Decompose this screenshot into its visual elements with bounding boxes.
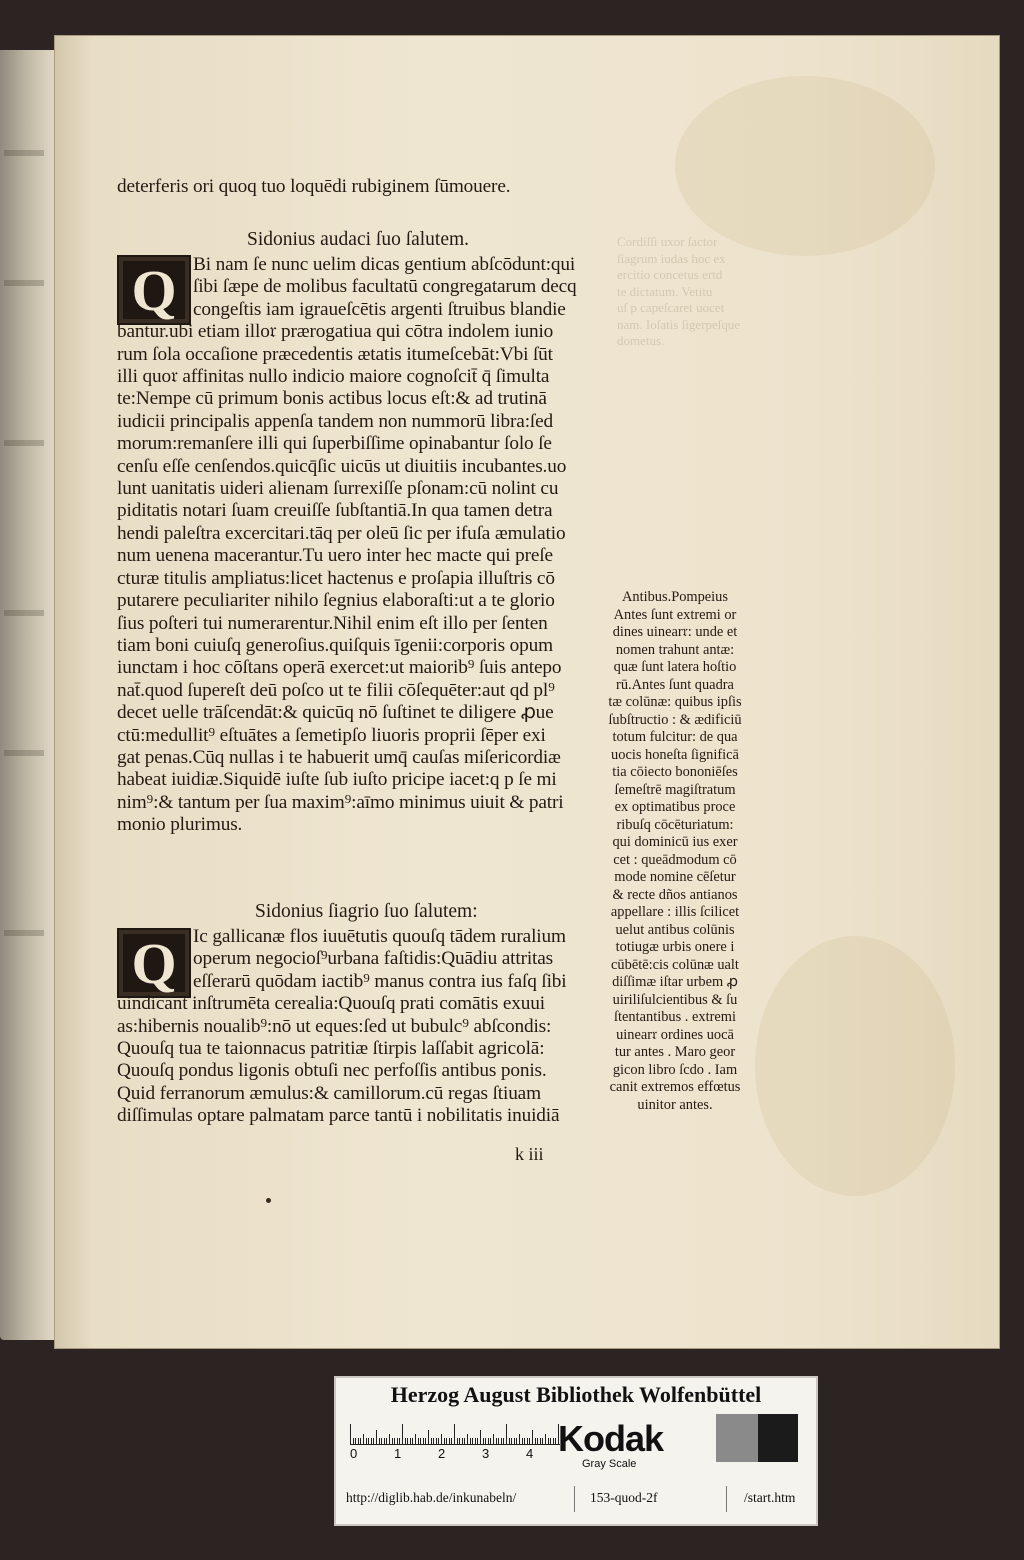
text-line: Ic gallicanæ flos iuuētutis quouſq tādem ruralium <box>193 926 566 947</box>
ruler-tick <box>397 1438 398 1444</box>
ruler-tick <box>394 1438 395 1444</box>
ruler-tick <box>529 1438 530 1444</box>
ruler-tick <box>462 1438 463 1444</box>
black-swatch <box>758 1414 798 1462</box>
note-line: uinitor antes. <box>637 1096 713 1113</box>
ruler-tick <box>407 1438 408 1444</box>
color-target-card <box>334 1376 818 1526</box>
note-line: appellare : illis ſcilicet <box>610 904 740 920</box>
text-line: monio plurimus. <box>117 814 243 836</box>
note-line: qui dominicū ius exer <box>612 834 738 850</box>
text-line: eſſerarū quōdam iactib⁹ manus contra ius faſq ſibi <box>193 970 567 992</box>
ruler-number: 1 <box>394 1446 402 1461</box>
ruler-tick <box>545 1434 546 1444</box>
ruler-tick <box>441 1434 442 1444</box>
text-line: te:Nempe cū primum bonis actibus locus eſt:& ad trutinā <box>117 388 547 410</box>
note-line: uocis honeſta ſignificā <box>611 746 739 763</box>
text-line: as:hibernis noualib⁹:nō ut eques:ſed ut bubulc⁹ abſcondis: <box>117 1015 552 1037</box>
text-line: lunt uanitatis uideri alienam ſurrexiſſe pſonam:cū nolint cu <box>117 478 559 500</box>
ruler-tick <box>381 1438 382 1444</box>
text-line: iunctam i hoc cōſtans operā exercet:ut maiorib⁹ ſuis antepo <box>117 657 562 679</box>
ruler-number: 3 <box>482 1446 490 1461</box>
ruler-tick <box>405 1438 406 1444</box>
signature-mark: k iii <box>515 1144 544 1164</box>
text-line: cenſu eſſe cenſendos.quicq̄ſic uicūs ut diuitiis incubantes.uo <box>117 455 567 477</box>
ruler-tick <box>475 1438 476 1444</box>
library-title: Herzog August Bibliothek Wolfenbüttel <box>390 1382 762 1407</box>
ruler-tick <box>532 1430 533 1444</box>
ruler-tick <box>399 1438 400 1444</box>
ruler-tick <box>436 1438 437 1444</box>
ruler-tick <box>477 1438 478 1444</box>
ruler-number: 4 <box>526 1446 534 1461</box>
gray-scale-label: Gray Scale <box>582 1458 637 1470</box>
show-through-text: Cordiſſi uxor ſactor ſiagrum iudas hoc ex ercitio concetus ertd te dictatum. Vetitu uſ p capeſcaret uocet nam. Ioſatis ſigerpeſque dometus. <box>617 234 741 348</box>
note-line: gicon libro ſcdo . Iam <box>612 1061 738 1078</box>
ruler-tick <box>553 1438 554 1444</box>
note-line: totum fulcitur: de qua <box>612 729 738 745</box>
ruler-tick <box>415 1434 416 1444</box>
text-line: Quouſq tua te taionnacus patritiæ ſtirpis laſſabit agricolā: <box>117 1038 545 1060</box>
ink-spot <box>266 1198 271 1203</box>
text-line: operum negocioſ⁹urbana faſtidis:Quādiu attritas <box>193 948 554 970</box>
ruler-tick <box>459 1438 460 1444</box>
ruler-tick <box>449 1438 450 1444</box>
text-line: nim⁹:& tantum per ſua maxim⁹:aīmo minimus uiuit & patri <box>117 791 564 813</box>
ruler-tick <box>389 1434 390 1444</box>
letter-heading-audax: Sidonius audaci ſuo ſalutem. <box>247 229 470 250</box>
text-line: Bi nam ſe nunc uelim dicas gentium abſcōdunt:qui <box>193 254 576 275</box>
note-line: ſtentantibus . extremi <box>614 1009 736 1025</box>
ruler-tick <box>376 1430 377 1444</box>
ruler-tick <box>485 1438 486 1444</box>
ruler-tick <box>540 1438 541 1444</box>
note-line: uiriliſulcientibus & ſu <box>612 991 738 1008</box>
ruler-tick <box>470 1438 471 1444</box>
ruler-tick <box>373 1438 374 1444</box>
ruler-tick <box>522 1438 523 1444</box>
text-line: diſſimulas optare palmatam parce tantū i nobilitatis inuidiā <box>117 1105 560 1127</box>
ruler-tick <box>425 1438 426 1444</box>
note-line: mode nomine cēſetur <box>614 869 736 885</box>
note-line: ſemeſtrē magiſtratum <box>614 781 736 798</box>
text-line: Quid ferranorum æmulus:& camillorum.cū regas ſtiuam <box>117 1082 541 1104</box>
ruler-tick <box>511 1438 512 1444</box>
url-middle: 153-quod-2f <box>590 1490 658 1505</box>
kodak-logo: Kodak <box>558 1418 664 1459</box>
note-line: ſubſtructio : & ædificiū <box>608 711 742 728</box>
note-line: & recte dños antianos <box>612 886 738 903</box>
ruler-tick <box>483 1438 484 1444</box>
note-line: rū.Antes ſunt quadra <box>616 676 734 693</box>
note-line: nomen trahunt antæ: <box>615 641 735 658</box>
ruler-tick <box>555 1438 556 1444</box>
text-line: piditatis notari ſuam creuiſſe ſubſtantiā.In qua tamen detra <box>117 500 553 522</box>
ruler-tick <box>550 1438 551 1444</box>
text-line: illi quo𝔯 affinitas nullo indicio maiore cognoſcit̄ q̄ ſimulta <box>117 366 550 388</box>
ruler-tick <box>423 1438 424 1444</box>
note-line: uelut antibus colūnis <box>615 921 735 938</box>
gray-swatch <box>716 1414 758 1462</box>
note-line: uinear𝔯 ordines uocā <box>616 1026 734 1043</box>
ruler-tick <box>371 1438 372 1444</box>
closing-line: deterferis ori quoq tuo loquēdi rubiginem ſūmouere. <box>117 176 511 197</box>
note-line: quæ ſunt latera hoſtio <box>613 659 737 675</box>
ruler-tick <box>496 1438 497 1444</box>
letter-heading-siagrius: Sidonius ſiagrio ſuo ſalutem: <box>255 901 478 922</box>
ruler-tick <box>438 1438 439 1444</box>
ruler-tick <box>402 1424 403 1444</box>
ruler-tick <box>537 1438 538 1444</box>
text-line: gat penas.Cūq nullas i te habuerit umq̄ cauſas miſericordiæ <box>117 746 561 768</box>
text-line: morum:remanſere illi qui ſuperbiſſime opinabantur ſolo ſe <box>117 433 552 455</box>
text-line: habeat iuidiæ.Siquidē iuſte ſub iuſto pricipe iacet:q p ſe mi <box>117 769 557 791</box>
ruler-tick <box>493 1434 494 1444</box>
ruler-tick <box>353 1438 354 1444</box>
text-line: congeſtis iam igraueſcētis argenti ſtruibus blandie <box>193 298 566 320</box>
ruler-tick <box>350 1424 351 1444</box>
ruler-tick <box>503 1438 504 1444</box>
ruler-tick <box>366 1438 367 1444</box>
text-line: ſius poſteri tui numerarentur.Nihil enim eſt illo per ſenten <box>117 612 548 634</box>
text-line: ſibi ſæpe de molibus facultatū congregatarum decq <box>193 276 577 298</box>
ruler-tick <box>420 1438 421 1444</box>
ruler-tick <box>501 1438 502 1444</box>
note-line: ribuſq cōcēturiatum: <box>616 816 734 833</box>
ruler-tick <box>368 1438 369 1444</box>
ruler-number: 0 <box>350 1446 358 1461</box>
ruler-tick <box>431 1438 432 1444</box>
ruler-number: 2 <box>438 1446 446 1461</box>
note-line: canit extremos effœtus <box>609 1079 741 1095</box>
text-line: tiam boni cuiuſq generoſius.quiſquis īgenii:corporis opum <box>117 634 553 656</box>
note-line: ex optimatibus proce <box>614 799 736 815</box>
ruler-tick <box>386 1438 387 1444</box>
ruler-tick <box>457 1438 458 1444</box>
note-line: tur antes . Maro geor <box>614 1044 736 1060</box>
text-line: nat̄.quod ſupereſt deū poſco ut te filii cōſequēter:aut qd pl⁹ <box>117 679 555 701</box>
text-line: uindicant inſtrumēta cerealia:Quouſq prati comātis exuui <box>117 993 545 1015</box>
ruler-tick <box>467 1434 468 1444</box>
ruler-tick <box>542 1438 543 1444</box>
note-line: tia cōiecto bononiēſes <box>612 764 738 780</box>
ruler-tick <box>535 1438 536 1444</box>
note-line: cet : queādmodum cō <box>613 851 737 868</box>
ruler-tick <box>451 1438 452 1444</box>
ruler-tick <box>433 1438 434 1444</box>
book-page <box>55 36 999 1348</box>
ruler-tick <box>464 1438 465 1444</box>
note-line: Antes ſunt extremi or <box>613 606 737 623</box>
ruler-tick <box>490 1438 491 1444</box>
note-line: totiugæ urbis onere i <box>615 939 735 955</box>
ruler-tick <box>506 1424 507 1444</box>
note-line: diſſimæ iſtar urbem ꝓ <box>612 974 738 990</box>
text-line: putarere peculiariter nihilo ſegnius elaboraſti:ut a te glorio <box>117 590 555 612</box>
url-row <box>346 1486 806 1512</box>
ruler-tick <box>412 1438 413 1444</box>
ruler-tick <box>384 1438 385 1444</box>
decorated-initial: Q <box>117 928 191 998</box>
text-line: Quouſq pondus ligonis obtuſi nec perfoſſis antibus ponis. <box>117 1060 547 1082</box>
ruler-tick <box>509 1438 510 1444</box>
text-line: ctū:medullit⁹ eſtuātes a ſemetipſo liuoris proprii ſēper exi <box>117 724 546 746</box>
decorated-initial: Q <box>117 255 191 325</box>
text-line: decet uelle trāſcendāt:& quicūq nō ſuſtinet te diligere ꝓue <box>117 702 554 724</box>
ruler-tick <box>379 1438 380 1444</box>
ruler-tick <box>488 1438 489 1444</box>
ruler-tick <box>480 1430 481 1444</box>
text-line: rum ſola occaſione præcedentis ætatis itumeſcebāt:Vbi ſūt <box>117 343 553 365</box>
ruler-tick <box>444 1438 445 1444</box>
ruler-tick <box>472 1438 473 1444</box>
text-line: num uenena macerantur.Tu uero inter hec macte qui preſe <box>117 545 553 567</box>
note-line: dines uinear𝔯: unde et <box>612 624 738 640</box>
ruler-tick <box>516 1438 517 1444</box>
ruler-tick <box>498 1438 499 1444</box>
ruler-tick <box>428 1430 429 1444</box>
text-line: hendi paleſtra excercitari.tāq per oleū ſic per ifuſa æmulatio <box>117 522 566 544</box>
ruler-tick <box>360 1438 361 1444</box>
letter-body-siagrius <box>117 926 657 1128</box>
facing-page-edge <box>0 50 58 1340</box>
text-line: cturæ titulis ampliatus:licet hactenus e proſapia illuſtris cō <box>117 567 555 589</box>
ruler-tick <box>418 1438 419 1444</box>
text-line: bantur.ubi etiam illo𝔯 prærogatiua qui cōtra indolem iunio <box>117 321 554 343</box>
letter-body-audax <box>117 254 657 837</box>
ruler-tick <box>392 1438 393 1444</box>
ruler-tick <box>454 1424 455 1444</box>
ruler-tick <box>548 1438 549 1444</box>
ruler-tick <box>519 1434 520 1444</box>
ruler-tick <box>524 1438 525 1444</box>
url-left: http://diglib.hab.de/inkunabeln/ <box>346 1490 517 1505</box>
ruler-tick <box>446 1438 447 1444</box>
ruler-tick <box>514 1438 515 1444</box>
ruler-tick <box>410 1438 411 1444</box>
scale-ruler <box>350 1422 560 1445</box>
ruler-tick <box>355 1438 356 1444</box>
note-line: tæ colūnæ: quibus ipſis <box>608 694 742 710</box>
note-line: cūbētē:cis colūnæ ualt <box>611 956 739 973</box>
ruler-tick <box>527 1438 528 1444</box>
ruler-tick <box>363 1434 364 1444</box>
text-line: iudicii principalis appenſa tandem non nummorū libra:ſed <box>117 410 554 432</box>
url-right: /start.htm <box>744 1490 796 1505</box>
note-line: Antibus.Pompeius <box>622 589 728 605</box>
ruler-tick <box>358 1438 359 1444</box>
marginal-commentary <box>595 589 755 1114</box>
